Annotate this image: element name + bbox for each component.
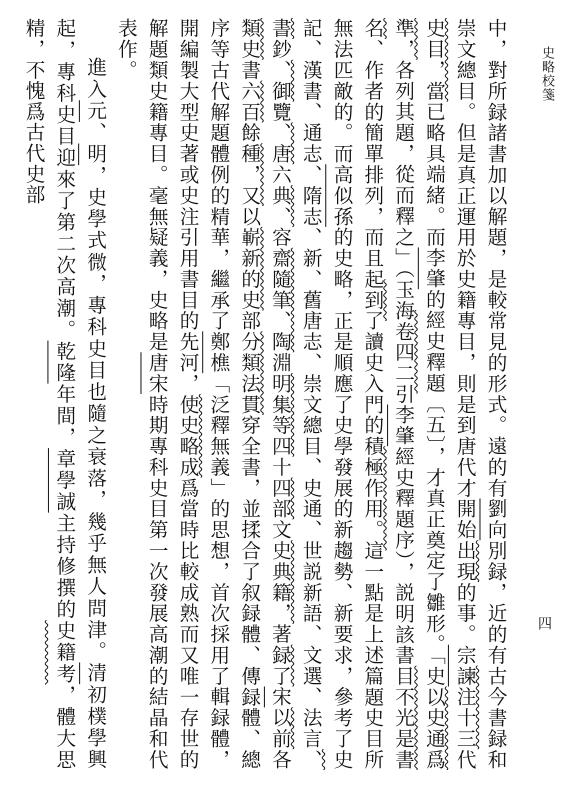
paragraph [110,18,510,770]
text-run: 和 [484,749,507,770]
proper-noun: 章學誠 [52,448,76,513]
book-title: 經史釋題序 [391,446,415,551]
text-run: 、 [268,206,292,227]
text-run: 、 [299,623,323,645]
book-title: 隋志 [299,185,323,227]
book-title: 容齋隨筆 [268,226,292,311]
text-run: 〔五〕，才真正奠定了雛形。「 [422,393,446,666]
book-title: 玉海 [391,279,415,322]
paragraph [17,18,109,770]
text-run: ），説明該書目不光是書名、作者的簡單排列，而且起到了讀史入門的積極作用。這一點是上述篇題史目所無法匹敵的。而 [330,18,415,770]
text-run: 、 [268,122,292,144]
book-title: 史通 [299,477,323,520]
proper-noun: 明 [83,143,107,166]
book-title: 崇文總目 [453,18,477,102]
book-title: 注十三代史目 [422,18,477,770]
body-text [22,18,510,770]
proper-noun: 李肇 [391,404,415,447]
proper-noun: 乾隆 [52,340,76,384]
book-title: 史籍考 [52,620,76,685]
text-run: 等四十四部文史典籍，著録了 [268,414,292,687]
book-title: 經史釋題 [422,310,446,394]
proper-noun: 元 [83,100,107,123]
text-run: 的史略，正是順應了史學發展的新趨勢、新要求，參考了 [330,226,354,750]
proper-noun: 清 [83,662,107,685]
text-run: 、 [299,519,323,541]
book-title: 別録 [484,540,507,583]
text-run: 、 [299,352,323,374]
book-title: 御覽 [268,80,292,123]
text-run: ，體大思精，不愧爲古代史部 [22,18,76,770]
text-run: 、 [299,749,323,770]
book-title: 法言 [299,707,323,750]
book-title: 漢書 [299,59,323,102]
text-run: ，近的有 [484,582,507,666]
text-run: 」的思想，首次採用了輯録體，開編製大型史著或史注引用書目的先河，使史略成爲當時比較成熟而又唯一存世的解題類史籍專目。毫無疑義，史略是 [145,18,230,770]
text-run: 。但是真正運用於史籍專目，則是到唐代才開始出現的事。 [453,101,477,645]
book-title: 史以史通爲準 [391,18,446,770]
text-run: 初樸學興起，專科史目迎來了第二次高潮。 [52,18,107,770]
text-run: 、 [299,38,323,60]
book-title: 唐六典 [268,143,292,207]
proper-noun: 李肇 [422,247,446,290]
text-run: 、 [268,310,292,332]
text-run: ，當已略具端緒。而 [422,59,446,248]
book-title: 陶淵明集 [268,331,292,415]
text-run: 、 [299,101,323,123]
book-title: 新、舊唐志 [299,247,323,353]
book-title: 書鈔 [268,18,292,60]
book-title: 文選 [299,644,323,687]
text-run: 、 [299,226,323,248]
proper-noun: 高似孫 [330,164,354,227]
text-run: 卷四二引 [391,321,415,405]
proper-noun: 宋 [268,686,292,708]
book-title: 史記 [299,18,354,770]
book-title: 世説新語 [299,540,323,624]
text-run: ，史學式微，專科史目也隨之衰落，幾乎無人問津。 [83,165,107,663]
text-run: 、 [268,59,292,81]
text-run: 、 [299,686,323,708]
running-head: 史略校箋 [539,46,554,102]
text-run: 、 [299,164,323,186]
text-run: 時期專科史目第一次發展高潮的結晶和代表作。 [114,18,169,770]
page-number: 四 [536,616,552,630]
book-title: 崇文總目 [299,373,323,457]
text-run: 、 [299,456,323,478]
text-run: 年間， [52,383,76,449]
book-title: 泛釋無義 [206,394,230,478]
proper-noun: 宗諫 [453,644,477,687]
text-run: 、 [83,122,107,144]
text-run: 「 [206,373,230,395]
proper-noun: 唐宋 [145,352,169,395]
book-title: 古今書録 [484,665,507,750]
text-run: 主持修撰的 [52,512,76,621]
proper-noun: 鄭樵 [206,331,230,374]
text-run: 進入 [83,57,107,101]
text-run: 中，對所録諸書加以解題，是較常見的形式。遠的有 [484,18,507,499]
text-run: 以前各類史書六百餘種，又以嶄新的史部分類法貫穿全書，並揉合了叙録體、傳録體、總序等古代解題體例的精華，繼承了 [206,18,292,770]
proper-noun: 劉向 [484,498,507,541]
text-run: 的 [422,289,446,310]
book-title: 通志 [299,122,323,165]
text-run: ，各列其題，從而釋之」（ [391,38,415,280]
